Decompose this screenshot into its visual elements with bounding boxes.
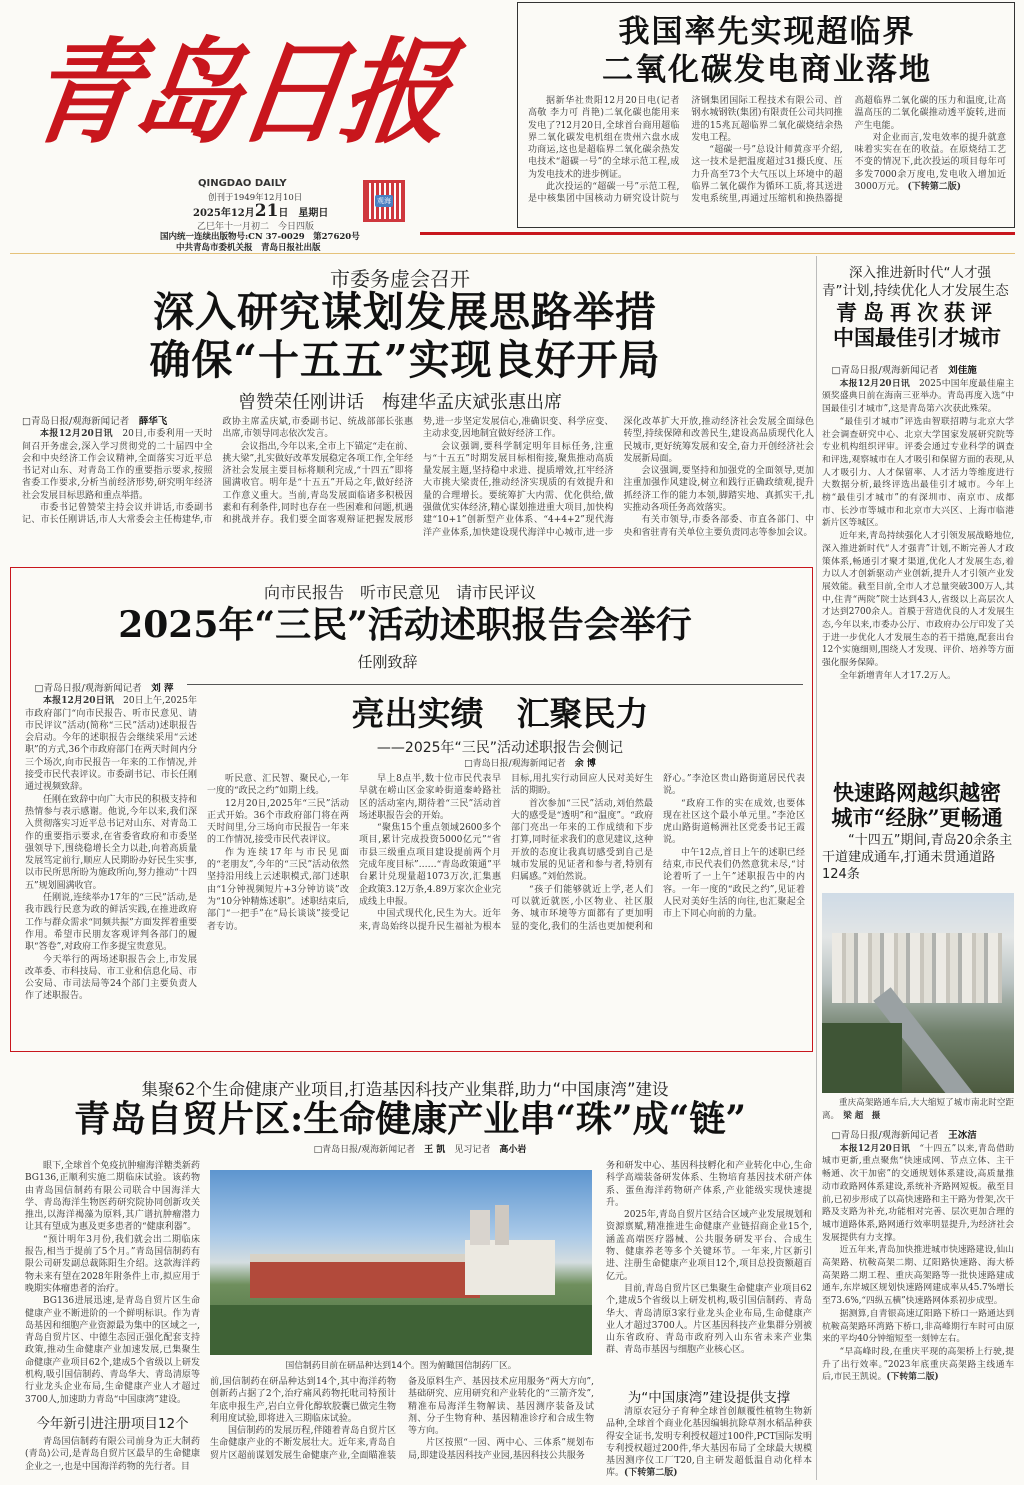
masthead-rule-thin <box>10 253 1015 254</box>
masthead-rule <box>420 232 1015 235</box>
top-story-body <box>528 95 1006 223</box>
sanmin-side-body <box>207 773 805 1041</box>
road-body <box>822 1130 1014 1482</box>
paragraph: 市委书记曾赞荣主持会议并讲话,市委副书记、市长任刚讲话,市人大常委会主任梅建华,市政协主席孟庆斌,市委副书记、统战部部长张惠出席,市领导同志依次发言。 <box>22 417 413 526</box>
paragraph: 青岛国信制药有限公司前身为正大制药(青岛)公司,是青岛自贸片区最早的生命健康企业之一,也是中国海洋药物的先行者。目 <box>25 1437 200 1472</box>
sanmin-side-rule <box>187 684 803 685</box>
headline-line: 深入研究谋划发展思路举措 <box>153 288 657 336</box>
founded-date: 创刊于1949年12月10日 <box>208 193 303 203</box>
paragraph <box>606 1406 812 1480</box>
talent-headline <box>822 300 1012 350</box>
headline-line: 快速路网越织越密 <box>833 780 1001 805</box>
paragraph: 12月20日,2025年“三民”活动正式开始。36个市政府部门将在两天时间里,分三场向市民报告一年来的工作情况,接受市民代表评议。 <box>207 798 349 846</box>
masthead-english: QINGDAO DAILY <box>198 178 287 189</box>
byline-name: 刘佳施 <box>948 365 977 376</box>
byline-name: 余 博 <box>574 759 596 769</box>
paragraph: 前,国信制药在研品种达到14个,其中海洋药物创新药占据了2个,治疗痛风药物托吡司特预计年底申报生产,岩白立骨化醇软胶囊已做完生物利用度试验,即将进入三期临床试验。 <box>210 1377 396 1424</box>
ftz-col1b <box>25 1436 200 1482</box>
talent-kicker: 深入推进新时代“人才强青”计划,持续优化人才发展生态 <box>822 265 1009 299</box>
ftz-photo <box>210 1170 592 1355</box>
talent-body <box>822 365 1014 755</box>
lead-tag: 本报12月20日讯 <box>43 696 114 707</box>
byline-prefix: □青岛日报/观海新闻记者 <box>464 759 566 769</box>
lead-subhead: 曾赞荣任刚讲话 梅建华孟庆斌张惠出席 <box>238 392 562 413</box>
publisher-line: 中共青岛市委机关报 青岛日报社出版 <box>176 243 321 253</box>
continued-note[interactable]: (下转第二版) <box>907 182 961 193</box>
paragraph: 此次投运的“超碳一号”示范工程,是中核集团中国核动力研究设计院与济钢集团国际工程技术有限公司、首钢水城钢铁(集团)有限责任公司共同推进的15兆瓦超临界二氧化碳烧结余热发电工程。 <box>528 96 843 205</box>
paragraph-text: 对企业而言,发电效率的提升就意味着实实在在的收益。在原烧结工艺不变的情况下,此次投运的项目每年可多发7000余万度电,发电收入增加近3000万元。 <box>854 132 1006 193</box>
ftz-headline: 青岛自贸片区:生命健康产业串“珠”成“链” <box>73 1098 747 1140</box>
paragraph: “超碳一号”总设计师黄彦平介绍,这一技术是把温度超过31摄氏度、压力升高至73个大气压以上环境中的超临界二氧化碳作为循环工质,将其送进发电系统里,再通过压缩机和换热器提高超临界二氧化碳的压力和温度,让高温高压的二氧化碳推动透平旋转,进而产生电能。 <box>691 96 1006 205</box>
ftz-col3 <box>606 1160 812 1384</box>
paragraph-text: 20日,市委利用一天时间召开务虚会,深入学习贯彻党的二十届四中全会和中央经济工作会议精神,全面落实习近平总书记对山东、对青岛工作的重要指示要求,按照省委工作要求,分析当前经济形势,研究明年经济社会发展目标思路和重点举措。 <box>22 429 213 501</box>
paragraph: 2025年,青岛自贸片区结合区域产业发展规划和资源禀赋,精准推进生命健康产业链招商企业15个,涵盖高端医疗器械、公共服务研发平台、合成生物、健康养老等多个关键环节。一年来,片区新引进、注册生命健康产业项目12个,项目总投资额超百亿元。 <box>606 1210 812 1282</box>
headline-line: 确保“十五五”实现良好开局 <box>149 336 661 384</box>
paragraph: 据新华社贵阳12月20日电(记者高敬 李力可 肖艳)二氧化碳也能用来发电了?12月20日,全球首台商用超临界二氧化碳发电机组在贵州六盘水成功商运,这也是超临界二氧化碳余热发电技术“超碳一号”的全球示范工程,成为发电技术的进步例证。 <box>528 96 680 180</box>
paragraph: 会议指出,今年以来,全市上下锚定“走在前、挑大梁”,扎实做好改革发展稳定各项工作,全年经济社会发展主要目标将顺利完成,“十四五”即将圆满收官。明年是“十五五”开局之年,做好经济工作意义重大。当前,青岛发展面临诸多积极因素和有利条件,同时也存在一些困难和问题,机遇和挑战并存。我们要全面客观辩证把握发展形势,进一步坚定发展信心,准确识变、科学应变、主动求变,因地制宜做好经济工作。 <box>222 417 614 526</box>
byline-name: 王冰洁 <box>948 1130 977 1141</box>
ftz-subhead-2: 为“中国康湾”建设提供支撑 <box>627 1390 791 1406</box>
road-caption <box>822 1097 1014 1125</box>
paragraph <box>25 695 197 793</box>
right-column-rule <box>816 256 817 1480</box>
paragraph: 近五年来,青岛加快推进城市快速路建设,仙山高架路、杭鞍高架二期、辽阳路快速路、海大桥高架路二期工程、重庆高架路等一批快速路建成通车,东岸城区规划快速路网建成率从45.7%增长至73.6%,“四纵五横”快速路网体系初步成型。 <box>822 1245 1014 1307</box>
date-month: 2025年12月 <box>193 208 255 219</box>
date-weekday: 日 星期日 <box>278 208 329 219</box>
sanmin-side-headline: 亮出实绩 汇聚民力 <box>351 694 649 733</box>
byline <box>822 365 1014 378</box>
lead-headline <box>60 288 750 384</box>
byline-prefix: □青岛日报/观海新闻记者 <box>22 416 130 427</box>
sanmin-body <box>25 683 197 1040</box>
byline-name: 王 凯 <box>424 1145 446 1155</box>
paragraph-text: 2025中国年度最佳雇主颁奖盛典日前在海南三亚举办。青岛再度入选“中国最佳引才城市”,这是青岛第六次获此殊荣。 <box>822 378 1014 415</box>
paragraph: 务和研发中心、基因科技孵化和产业转化中心,生命科学高端装备研发体系、生物培育基因技术研产体系、蛋鱼海洋药物研产体系,产业能级实现快速提升。 <box>606 1161 812 1208</box>
paragraph: 国信制药的发展历程,伴随着青岛自贸片区生命健康产业的不断发展壮大。近年来,青岛自贸片区超前谋划发展生命健康产业,全面瞄准装备及原料生产、基因技术应用服务“两大方向”,基础研究、应用研究和产业转化的“三箭齐发”,精准布局海洋生物解读、基因测序装备及试剂、分子生物育种、基因精准诊疗和合成生物等方向。 <box>210 1377 594 1461</box>
paragraph <box>822 1346 1014 1384</box>
paragraph: “最佳引才城市”评选由智联招聘与北京大学社会调查研究中心、北京大学国家发展研究院等专业机构组织评审。评委会通过专业科学的调查和评选,观察城市在人才吸引和保留方面的表现,从人才吸引力、人才保留率、人才活力等维度进行大数据分析,最终评选出最佳引才城市。今年上榜“最佳引才城市”的有深圳市、南京市、成都市、长沙市等城市和北京市大兴区、上海市临港新片区等城区。 <box>822 416 1014 529</box>
top-story <box>517 2 1015 228</box>
paragraph: 早上8点半,数十位市民代表早早就在崂山区金家岭街道秦岭路社区的活动室内,期待着“三民”活动首场述职报告会的开始。 <box>359 774 501 821</box>
lead-tag: 本报12月20日讯 <box>839 378 910 389</box>
ftz-subhead-1: 今年新引进注册项目12个 <box>36 1416 189 1432</box>
headline-line: 城市“经脉”更畅通 <box>831 805 1003 830</box>
paragraph: 眼下,全球首个免疫抗肿瘤海洋糖类新药BG136,正顺利实施二期临床试验。该药物由青岛国信制药有限公司联合中国海洋大学、青岛海洋生物医药研究院协同创新攻关推出,以海洋褐藻为原料,其广谱抗肿瘤潜力让其有望成为惠及更多患者的“健康利器”。 <box>25 1161 200 1233</box>
paragraph <box>822 1143 1014 1245</box>
paragraph: “预计明年3月份,我们就会出二期临床报告,相当于提前了5个月。”青岛国信制药有限公司研发副总裁陈阳生介绍。这款海洋药物未来有望在2028年附条件上市,拟应用于晚期实体瘤患者的治疗。 <box>25 1234 200 1294</box>
issue-date <box>193 201 328 221</box>
lead-tag: 本报12月20日讯 <box>839 1143 911 1154</box>
paragraph: 全年新增青年人才17.2万人。 <box>839 670 956 681</box>
paragraph: 会议强调,要坚持和加强党的全面领导,更加注重加强作风建设,树立和践行正确政绩观,提升抓经济工作的能力本领,脚踏实地、真抓实干,扎实推动各项任务高效落实。 <box>623 466 814 514</box>
paragraph: “政府工作的实在成效,也要体现在社区这个最小单元里。”李沧区虎山路街道畅洲社区党委书记王霞说。 <box>663 798 805 846</box>
continued-note[interactable]: (下转第二版) <box>886 1372 939 1383</box>
paragraph: 会议强调,要科学制定明年目标任务,注重与“十五五”时期发展目标相衔接,聚焦推动高质量发展主题,坚持稳中求进、提质增效,扛牢经济大市挑大梁责任,推动经济实现质的有效提升和量的合理增长。要统筹扩大内需、优化供给,做强做优实体经济,精心谋划推进重大项目,加快构建“10+1”创新型产业体系、“4+4+2”现代海洋产业体系,加快建设现代海洋中心城市,进一步深化改革扩大开放,推动经济社会发展全面绿色转型,持续保障和改善民生,建设高品质现代化人民城市,更好统筹发展和安全,奋力开创经济社会发展新局面。 <box>423 417 814 538</box>
headline-line: 青岛再次获评 <box>836 300 998 325</box>
ftz-col1 <box>25 1160 200 1410</box>
paragraph-text: “早高峰时段,在重庆平现的高架桥上行驶,提升了出行效率。”2023年底重庆高架路主线通车后,市民王凯说。 <box>822 1346 1014 1383</box>
caption-text: 重庆高架路通车后,大大缩短了城市南北时空距离。 <box>822 1098 1014 1121</box>
byline-prefix: □青岛日报/观海新闻记者 <box>831 365 939 376</box>
paragraph: 近年来,青岛持续强化人才引领发展战略地位,深入推进新时代“人才强青”计划,不断完善人才政策体系,畅通引才聚才渠道,优化人才发展生态,着力以人才创新驱动产业创新,提升人才引领产业发展效能。截至目前,全市人才总量突破300万人,其中,住青“两院”院士达到43人,省级以上高层次人才达到2700余人。首膜于营造优良的人才发展生态,今年以来,市委办公厅、市政府办公厅印发了关于进一步优化人才发展生态的若干措施,配套出台12个实施细则,围绕人才发现、评价、培养等方面强化服务保障。 <box>822 531 1014 669</box>
paragraph: 有关市领导,市委各部委、市直各部门、中央和省驻青有关单位主要负责同志等参加会议。 <box>623 515 814 538</box>
paragraph <box>22 428 213 502</box>
paragraph: 听民意、汇民智、聚民心,一年一度的“政民之约”如期上线。 <box>207 774 349 797</box>
byline <box>25 683 197 695</box>
ftz-kicker: 集聚62个生命健康产业项目,打造基因科技产业集群,助力“中国康湾”建设 <box>141 1080 669 1099</box>
byline-name: 刘 萍 <box>151 683 174 694</box>
paragraph: 据测算,自青银高速辽阳路下桥口一路通达到杭鞍高架路环湾路下桥口,非高峰期行车时可由原来的平均40分钟缩短至一刻钟左右。 <box>822 1308 1014 1345</box>
caption <box>822 1097 1014 1122</box>
ftz-byline <box>260 1142 580 1155</box>
paragraph <box>822 378 1014 416</box>
paragraph: 中午12点,首日上午的述职已经结束,市民代表们仍然意犹未尽,“讨论着听了一上午”述职报告中的内容。一年一度的“政民之约”,见证着人民对美好生活的向往,也汇聚起全市上下同心向前的力量。 <box>663 847 805 920</box>
headline-line: 我国率先实现超临界 <box>618 14 916 50</box>
paragraph: 首次参加“三民”活动,刘伯然最大的感受是“透明”和“温度”。“政府部门亮出一年来的工作成绩和下步打算,同时征求我们的意见建议,这种开放的态度让我真切感受到自己是城市发展的见证者和参与者,特别有归属感。”刘伯然说。 <box>511 798 653 883</box>
sanmin-headline: 2025年“三民”活动述职报告会举行 <box>118 604 692 646</box>
top-story-headline <box>528 13 1006 89</box>
continued-note[interactable]: (下转第二版) <box>624 1468 678 1479</box>
logo-text: 青岛日报 <box>20 26 456 160</box>
paragraph: 中国式现代化,民生为大。近年来,青岛始终以提升民生福祉为根本目标,用扎实行动回应人民对美好生活的期盼。 <box>359 774 653 932</box>
byline-role: 见习记者 <box>454 1145 491 1155</box>
paragraph: “孩子们能够就近上学,老人们可以就近就医,小区物业、社区服务、城市环境等方面都有了更加明显的变化,我们的生活也更加便利和舒心。”李沧区贵山路街道居民代表说。 <box>511 774 805 932</box>
byline-prefix: □青岛日报/观海新闻记者 <box>313 1145 416 1155</box>
headline-line: 二氧化碳发电商业落地 <box>602 52 932 88</box>
paragraph: “聚焦15个重点领域2600多个项目,累计完成投资5000亿元”“省市县三级重点项目建设提前两个月完成年度目标”……“青岛政策通”平台累计兑现量超1073万次,汇集惠企政策3.12万条,4.89万家次企业完成线上申报。 <box>359 823 501 907</box>
road-subhead: “十四五”期间,青岛20余条主干道建成通车,打通未贯通道路124条 <box>822 833 1013 882</box>
paragraph-text: 20日上午,2025年市政府部门“向市民报告、听市民意见、请市民评议”活动(简称“三民”活动)述职报告会启动。今年的述职报告会继续采用“云述职”的方式,36个市政府部门在两天时间内分三个场次,向市民报告一年来的工作情况,并接受市民代表评议。市委副书记、市长任刚通过视频致辞。 <box>25 696 197 793</box>
sanmin-subhead: 任刚致辞 <box>357 653 418 671</box>
photo-credit: 梁 超 摄 <box>843 1110 881 1121</box>
lunar-date: 乙巳年十一月初二 今日四版 <box>197 222 315 232</box>
ftz-under-photo <box>210 1376 594 1482</box>
road-headline <box>822 780 1012 830</box>
paragraph: BG136进展迅速,是青岛自贸片区生命健康产业不断进阶的一个鲜明标识。作为青岛基因和细胞产业资源最为集中的区域之一,青岛自贸片区、中德生态园正强化配套支持政策,推动生命健康产业加速发展,已集聚生命健康产业项目62个,建成5个省级以上研发机构,吸引国信制药、青岛华大、青岛清原等行业龙头企业布局,生命健康产业人才超过3700人,加速助力青岛“中国康湾”建设。 <box>25 1296 200 1405</box>
byline <box>822 1130 1014 1143</box>
lead-tag: 本报12月20日讯 <box>40 429 113 440</box>
qr-label: 观海 <box>377 197 391 205</box>
sanmin-kicker: 向市民报告 听市民意见 请市民评议 <box>263 583 536 602</box>
publication-number: 国内统一连续出版物号:CN 37-0029 第27620号 <box>160 232 360 242</box>
byline-name: 高小岩 <box>499 1145 527 1155</box>
paragraph: 任刚在致辞中向广大市民的积极支持和热情参与表示感谢。他说,今年以来,我们深入贯彻落实习近平总书记对山东、对青岛工作的重要指示要求,在省委省政府和市委坚强领导下,围绕稳增长全力以赴,向着高质量发展笃定前行,顺应人民期盼办好民生实事,以市民所思所盼为施政所向,努力推动“十四五”规划圆满收官。 <box>25 794 197 891</box>
byline-prefix: □青岛日报/观海新闻记者 <box>831 1130 939 1141</box>
masthead-logo <box>20 18 470 178</box>
paragraph: 目前,青岛自贸片区已集聚生命健康产业项目62个,建成5个省级以上研发机构,吸引国信制药、青岛华大、青岛清原3家行业龙头企业布局,生命健康产业人才超过3700人。片区基因科技产业集群分别被山东省政府、青岛市政府列入山东省未来产业集群、青岛市基因与细胞产业核心区。 <box>606 1283 812 1356</box>
date-day: 21 <box>254 201 279 221</box>
paragraph: 片区按照“一园、两中心、三体系”规划布局,即建设基因科技产业园,基因科技公共服务 <box>408 1438 594 1461</box>
paragraph: 作为连续17年与市民见面的“老朋友”,今年的“三民”活动依然坚持沿用线上云述职模式,部门述职由“1分钟视频短片+3分钟访谈”改为“10分钟精炼述职”。述职结束后,部门“一把手”在“局长谈谈”接受记者专访。 <box>207 847 349 932</box>
byline <box>22 416 213 428</box>
qr-code[interactable] <box>363 180 405 222</box>
paragraph-text: 清原农冠分子育种全球首创颠覆性植物生物新品种,全球首个商业化基因编辑抗除草剂水稻品种获得安全证书,发明专利授权超过100件,PCT国际发明专利授权超过200件,华大基因布局了全球最大规模基因测序仪工厂T20,自主研发超低温自动化样本库。 <box>606 1407 812 1479</box>
byline-name: 薛华飞 <box>138 416 168 427</box>
sanmin-side-byline <box>430 756 630 769</box>
road-photo <box>822 893 1014 1093</box>
ftz-col3b <box>606 1406 812 1484</box>
paragraph: 任刚说,连续举办17年的“三民”活动,是我市践行民意为政的鲜活实践,在推进政府工作与群众需求“同频共振”方面发挥着重要作用。希望市民朋友客观评判各部门的履职“答卷”,对政府工作多提宝贵意见。 <box>25 893 197 953</box>
paragraph-text: “十四五”以来,青岛借助城市更新,重点聚焦“快速成网、节点立体、主干畅通、次干加密”的交通规划体系建设,高质量推动市政路网体系建设,系统补齐路网短板。截至目前,已初步形成了以高快速路和主干路为骨架,次干路及支路为补充,功能相对完善、层次更加合理的城市道路体系,路网通行效率明显提升,为经济社会发展提供有力支撑。 <box>822 1143 1014 1243</box>
byline-prefix: □青岛日报/观海新闻记者 <box>34 683 142 694</box>
lead-kicker: 市委务虚会召开 <box>330 267 470 291</box>
ftz-photo-caption: 国信制药目前在研品种达到14个。图为俯瞰国信制药厂区。 <box>285 1361 517 1371</box>
paragraph: 今天举行的两场述职报告会上,市发展改革委、市科技局、市工业和信息化局、市公安局、市司法局等24个部门主要负责人作了述职报告。 <box>25 954 197 1002</box>
sanmin-side-subtitle: ——2025年“三民”活动述职报告会侧记 <box>376 740 624 756</box>
headline-line: 中国最佳引才城市 <box>833 325 1001 350</box>
paragraph <box>855 132 1006 193</box>
lead-body <box>22 416 814 562</box>
